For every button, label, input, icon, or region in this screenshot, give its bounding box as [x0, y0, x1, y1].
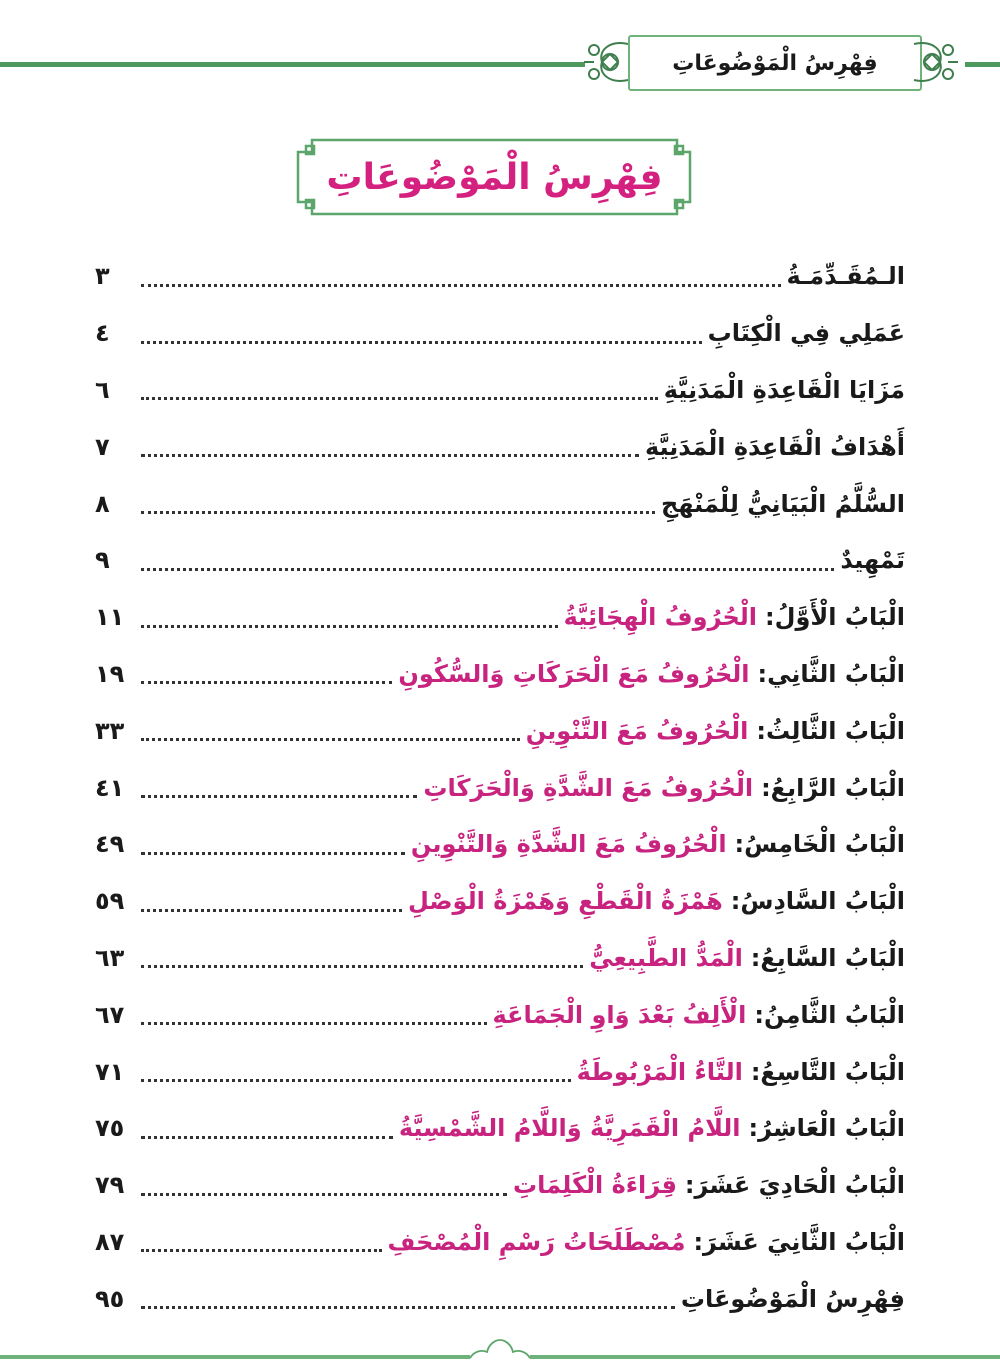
toc-entry-curriculum-chart[interactable] — [95, 475, 905, 532]
chapter-label: الْبَابُ الْأَوَّلُ: — [765, 603, 905, 632]
toc-page-number: ٩٥ — [95, 1284, 125, 1313]
toc-entry-chapter-3[interactable] — [95, 702, 905, 759]
toc-page-number: ٧١ — [95, 1057, 125, 1086]
toc-page-number: ٦٣ — [95, 943, 125, 972]
toc-page-number: ٥٩ — [95, 887, 125, 916]
toc-page-number: ١١ — [95, 603, 125, 632]
dot-leader — [141, 795, 417, 798]
toc-entry-introduction[interactable] — [95, 248, 905, 305]
chapter-label: الْبَابُ الثَّانِيَ عَشَرَ: — [693, 1227, 905, 1256]
dot-leader — [141, 397, 658, 400]
dot-leader — [141, 511, 655, 514]
footer-rule-right — [530, 1355, 1000, 1359]
chapter-label: الْبَابُ الرَّابِعُ: — [761, 773, 905, 802]
page-title: فِهْرِسُ الْمَوْضُوعَاتِ — [326, 156, 663, 198]
toc-page-number: ٧٥ — [95, 1114, 125, 1143]
toc-entry-chapter-11[interactable] — [95, 1157, 905, 1214]
page-title-frame — [292, 138, 697, 216]
dot-leader — [141, 681, 392, 684]
toc-page-number: ٧٩ — [95, 1171, 125, 1200]
toc-page-number: ٧ — [95, 432, 110, 461]
toc-entry-title: السُّلَّمُ الْبَيَانِيُّ لِلْمَنْهَجِ — [661, 489, 905, 518]
header-rule-right — [965, 62, 1000, 67]
toc-entry-title: الـمُقَـدِّمَـةُ — [786, 262, 905, 291]
toc-entry-title: عَمَلِي فِي الْكِتَابِ — [707, 319, 905, 348]
dot-leader — [141, 909, 402, 912]
toc-page-number: ٦٧ — [95, 1000, 125, 1029]
dot-leader — [141, 738, 520, 741]
toc-page-number: ٤١ — [95, 773, 125, 802]
chapter-topic: الْمَدُّ الطَّبِيعِيُّ — [589, 943, 743, 972]
chapter-topic: مُصْطَلَحَاتُ رَسْمِ الْمُصْحَفِ — [387, 1227, 686, 1256]
chapter-topic: اللَّامُ الْقَمَرِيَّةُ وَاللَّامُ الشَّمْسِيَّةُ — [398, 1114, 741, 1143]
dot-leader — [141, 1136, 393, 1139]
running-header-title: فِهْرِسُ الْمَوْضُوعَاتِ — [672, 50, 878, 76]
toc-entry-chapter-9[interactable] — [95, 1043, 905, 1100]
chapter-label: الْبَابُ الثَّامِنُ: — [754, 1000, 905, 1029]
toc-page-number: ٤ — [95, 319, 110, 348]
toc-entry-chapter-10[interactable] — [95, 1100, 905, 1157]
table-of-contents — [95, 248, 905, 1327]
toc-page-number: ٣ — [95, 262, 110, 291]
dot-leader — [141, 625, 558, 628]
toc-page-number: ٤٩ — [95, 830, 125, 859]
toc-entry-chapter-4[interactable] — [95, 759, 905, 816]
toc-page-number: ٩ — [95, 546, 110, 575]
toc-entry-chapter-7[interactable] — [95, 930, 905, 987]
toc-entry-chapter-5[interactable] — [95, 816, 905, 873]
toc-entry-chapter-6[interactable] — [95, 873, 905, 930]
toc-entry-chapter-1[interactable] — [95, 589, 905, 646]
toc-entry-chapter-12[interactable] — [95, 1214, 905, 1271]
dot-leader — [141, 1193, 507, 1196]
dot-leader — [141, 284, 781, 287]
chapter-label: الْبَابُ السَّابِعُ: — [750, 943, 905, 972]
chapter-topic: الْحُرُوفُ مَعَ الشَّدَّةِ وَالتَّنْوِينِ — [410, 830, 727, 859]
footer-rule-left — [0, 1355, 470, 1359]
chapter-label: الْبَابُ الْحَادِيَ عَشَرَ: — [684, 1171, 905, 1200]
toc-entry-index[interactable] — [95, 1270, 905, 1327]
toc-page-number: ٣٣ — [95, 716, 125, 745]
chapter-label: الْبَابُ الْخَامِسُ: — [734, 830, 905, 859]
toc-page-number: ٦ — [95, 375, 110, 404]
dot-leader — [141, 852, 405, 855]
chapter-topic: الْحُرُوفُ مَعَ التَّنْوِينِ — [525, 716, 749, 745]
chapter-topic: الْحُرُوفُ مَعَ الْحَرَكَاتِ وَالسُّكُونِ — [398, 659, 750, 688]
arabesque-ornament-left-icon — [580, 36, 630, 88]
toc-entry-advantages[interactable] — [95, 362, 905, 419]
chapter-topic: الْحُرُوفُ مَعَ الشَّدَّةِ وَالْحَرَكَاتِ — [423, 773, 754, 802]
header-rule-left — [0, 62, 585, 67]
chapter-label: الْبَابُ التَّاسِعُ: — [750, 1057, 905, 1086]
dot-leader — [141, 1306, 675, 1309]
running-header-box — [628, 35, 922, 91]
toc-entry-title: مَزَايَا الْقَاعِدَةِ الْمَدَنِيَّةِ — [663, 375, 905, 404]
toc-entry-my-work-in-book[interactable] — [95, 305, 905, 362]
dot-leader — [141, 965, 583, 968]
footer-arch-ornament-icon — [465, 1338, 535, 1360]
chapter-topic: الْأَلِفُ بَعْدَ وَاوِ الْجَمَاعَةِ — [492, 1000, 747, 1029]
dot-leader — [141, 1249, 382, 1252]
toc-page-number: ٨٧ — [95, 1227, 125, 1256]
dot-leader — [141, 568, 834, 571]
toc-entry-title: فِهْرِسُ الْمَوْضُوعَاتِ — [680, 1284, 905, 1313]
toc-entry-preface[interactable] — [95, 532, 905, 589]
toc-entry-chapter-8[interactable] — [95, 986, 905, 1043]
dot-leader — [141, 1079, 571, 1082]
toc-page-number: ١٩ — [95, 659, 125, 688]
chapter-topic: هَمْزَةُ الْقَطْعِ وَهَمْزَةُ الْوَصْلِ — [407, 887, 723, 916]
dot-leader — [141, 341, 702, 344]
dot-leader — [141, 1022, 487, 1025]
toc-page-number: ٨ — [95, 489, 110, 518]
toc-entry-objectives[interactable] — [95, 418, 905, 475]
toc-entry-chapter-2[interactable] — [95, 646, 905, 703]
toc-entry-title: تَمْهِيدٌ — [840, 546, 905, 575]
chapter-label: الْبَابُ الثَّالِثُ: — [756, 716, 905, 745]
arabesque-ornament-right-icon — [912, 36, 962, 88]
chapter-label: الْبَابُ الثَّانِي: — [757, 659, 905, 688]
toc-entry-title: أَهْدَافُ الْقَاعِدَةِ الْمَدَنِيَّةِ — [644, 432, 905, 461]
chapter-label: الْبَابُ السَّادِسُ: — [730, 887, 905, 916]
chapter-label: الْبَابُ الْعَاشِرُ: — [748, 1114, 905, 1143]
chapter-topic: قِرَاءَةُ الْكَلِمَاتِ — [513, 1171, 677, 1200]
dot-leader — [141, 454, 639, 457]
chapter-topic: التَّاءُ الْمَرْبُوطَةُ — [576, 1057, 743, 1086]
chapter-topic: الْحُرُوفُ الْهِجَائِيَّةُ — [563, 603, 758, 632]
